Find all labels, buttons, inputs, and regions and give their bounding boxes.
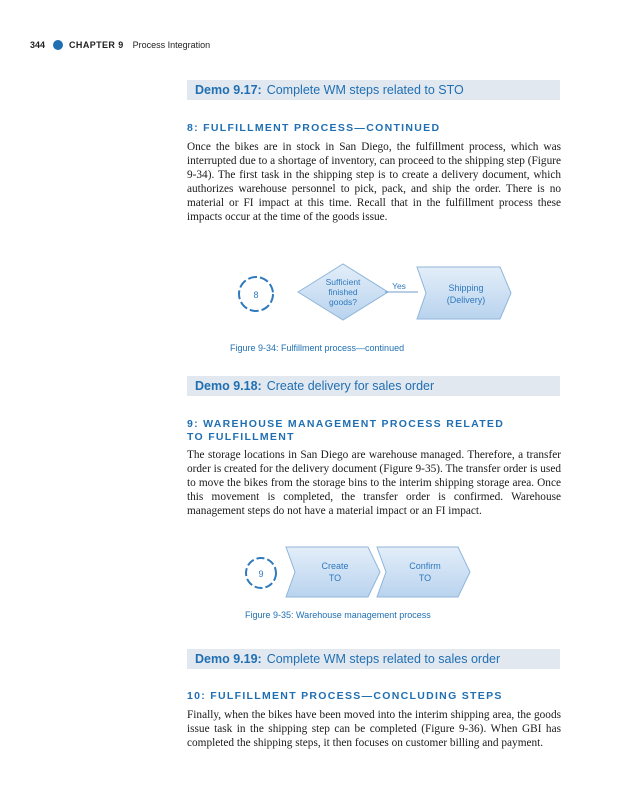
connector-label: 8 (253, 290, 259, 300)
figure-9-34 (225, 256, 525, 326)
running-head (30, 38, 210, 52)
section-body-10: Finally, when the bikes have been moved into the interim shipping area, the goods issue task in the shipping step can be completed (Figure 9-36). When GBI has completed the shipping steps, it then focuses on customer billing and payment. (187, 709, 561, 749)
section-heading-10: 10: FULFILLMENT PROCESS—CONCLUDING STEPS (187, 690, 503, 702)
figure-9-35-caption: Figure 9-35: Warehouse management process (245, 610, 431, 620)
section-heading-8: 8: FULFILLMENT PROCESS—CONTINUED (187, 122, 441, 134)
demo-banner-9-17 (187, 80, 560, 100)
step2-line-1: Confirm (409, 561, 441, 571)
yes-label: Yes (392, 281, 406, 291)
demo-number: Demo 9.19: (195, 652, 262, 666)
decision-line-3: goods? (329, 297, 357, 307)
connector-label: 9 (258, 569, 264, 579)
demo-title: Complete WM steps related to sales order (266, 652, 501, 666)
figure-9-34-caption: Figure 9-34: Fulfillment process—continued (230, 343, 405, 353)
step-line-2: (Delivery) (446, 295, 486, 305)
decision-line-2: finished (328, 287, 358, 297)
chapter-label: CHAPTER 9 (69, 40, 124, 50)
confirm-to-step (377, 547, 470, 597)
step-line-1: Shipping (448, 283, 484, 293)
section-label: Process Integration (132, 40, 211, 50)
section-heading-9-line-2: TO FULFILLMENT (187, 431, 295, 443)
section-heading-9-line-1: 9: WAREHOUSE MANAGEMENT PROCESS RELATED (187, 418, 505, 430)
page-number: 344 (30, 40, 46, 50)
demo-banner-9-19 (187, 649, 560, 669)
shipping-step (417, 267, 511, 319)
step2-line-2: TO (418, 573, 432, 583)
section-heading-9 (187, 418, 567, 444)
figure-9-35 (228, 544, 473, 602)
section-body-9: The storage locations in San Diego are warehouse managed. Therefore, a transfer order is created for the delivery document (Figure 9-35). The transfer order is used to move the bikes from the storage bins to the interim shipping storage area. Once this movement is completed, the transfer order is confirmed. Warehouse management steps do not have a material impact or an FI impact. (187, 449, 561, 517)
create-to-step (286, 547, 380, 597)
decision-line-1: Sufficient (325, 277, 361, 287)
demo-number: Demo 9.18: (195, 379, 262, 393)
section-body-8: Once the bikes are in stock in San Diego, the fulfillment process, which was interrupted due to a shortage of inventory, can proceed to the shipping step (Figure 9-34). The first task in the shipping step is to create a delivery document, which authorizes warehouse personnel to pick, pack, and ship the order. There is no material or FI impact at this time. Recall that in the fulfillment process these impacts occur at the time of the goods issue. (187, 141, 561, 223)
demo-title: Create delivery for sales order (266, 379, 435, 393)
step1-line-1: Create (321, 561, 349, 571)
demo-title: Complete WM steps related to STO (266, 83, 464, 97)
demo-number: Demo 9.17: (195, 83, 262, 97)
connector-8 (239, 277, 273, 311)
yes-connector (385, 281, 418, 292)
step1-line-2: TO (328, 573, 342, 583)
connector-9 (246, 558, 276, 588)
decision-diamond (298, 264, 388, 320)
demo-banner-9-18 (187, 376, 560, 396)
bullet-icon (53, 40, 63, 50)
